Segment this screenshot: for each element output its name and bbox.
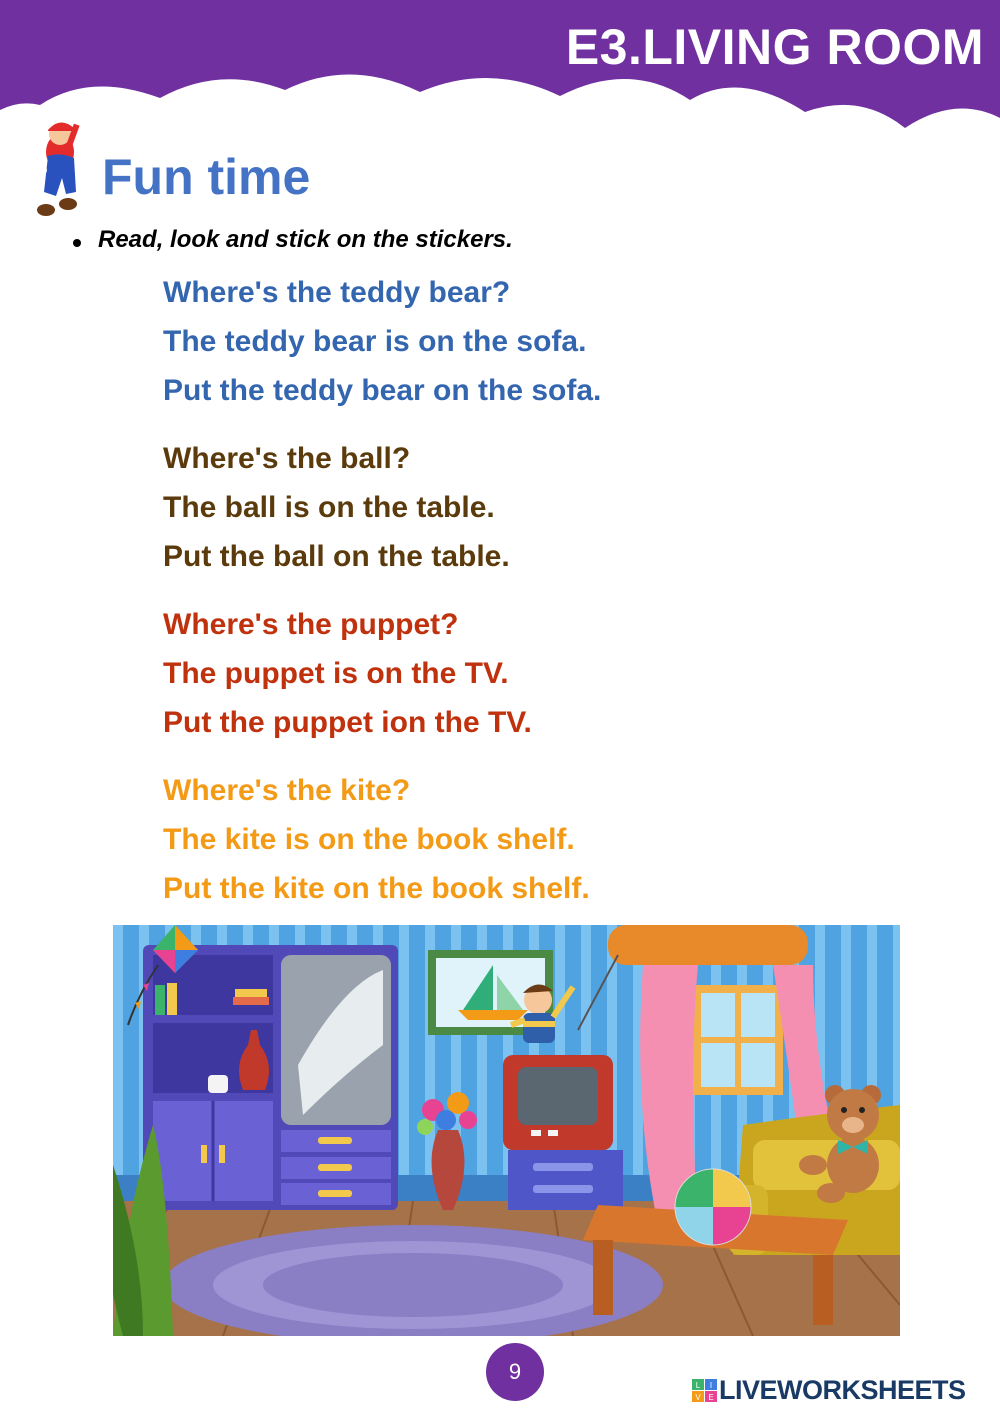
beach-ball-sticker-icon: [675, 1169, 751, 1245]
puppet-sentences: [163, 600, 532, 747]
sentence-line: Where's the teddy bear?: [163, 276, 511, 309]
ball-sentences: [163, 434, 510, 581]
sentence-line: Put the kite on the book shelf.: [163, 872, 590, 905]
page-title: E3.LIVING ROOM: [565, 19, 984, 75]
living-room-illustration: [113, 925, 900, 1336]
teddy-bear-sentences: [163, 268, 601, 415]
sentence-line: The teddy bear is on the sofa.: [163, 325, 587, 358]
sentence-line: Where's the puppet?: [163, 608, 459, 641]
bullet-dot: [73, 239, 81, 247]
liveworksheets-brand: LIVEWORKSHEETS: [719, 1375, 966, 1405]
logo-letter: V: [695, 1393, 701, 1402]
sentence-line: Put the puppet ion the TV.: [163, 706, 532, 739]
sentence-line: The puppet is on the TV.: [163, 657, 509, 690]
logo-letter: I: [709, 1381, 713, 1390]
liveworksheets-logo-icon: [692, 1379, 718, 1403]
sentence-line: The kite is on the book shelf.: [163, 823, 575, 856]
sentence-line: Put the ball on the table.: [163, 540, 510, 573]
kite-sentences: [163, 766, 590, 913]
liveworksheets-logo: [692, 1376, 992, 1404]
sentence-line: The ball is on the table.: [163, 491, 495, 524]
page-number-badge: 9: [486, 1343, 544, 1401]
logo-letter: E: [708, 1393, 714, 1402]
sentence-line: Where's the ball?: [163, 442, 411, 475]
logo-letter: L: [695, 1381, 701, 1390]
mario-mascot-icon: [34, 112, 92, 224]
sentence-line: Put the teddy bear on the sofa.: [163, 374, 602, 407]
section-title: Fun time: [102, 149, 311, 205]
instruction-text: Read, look and stick on the stickers.: [98, 226, 513, 253]
sentence-line: Where's the kite?: [163, 774, 411, 807]
